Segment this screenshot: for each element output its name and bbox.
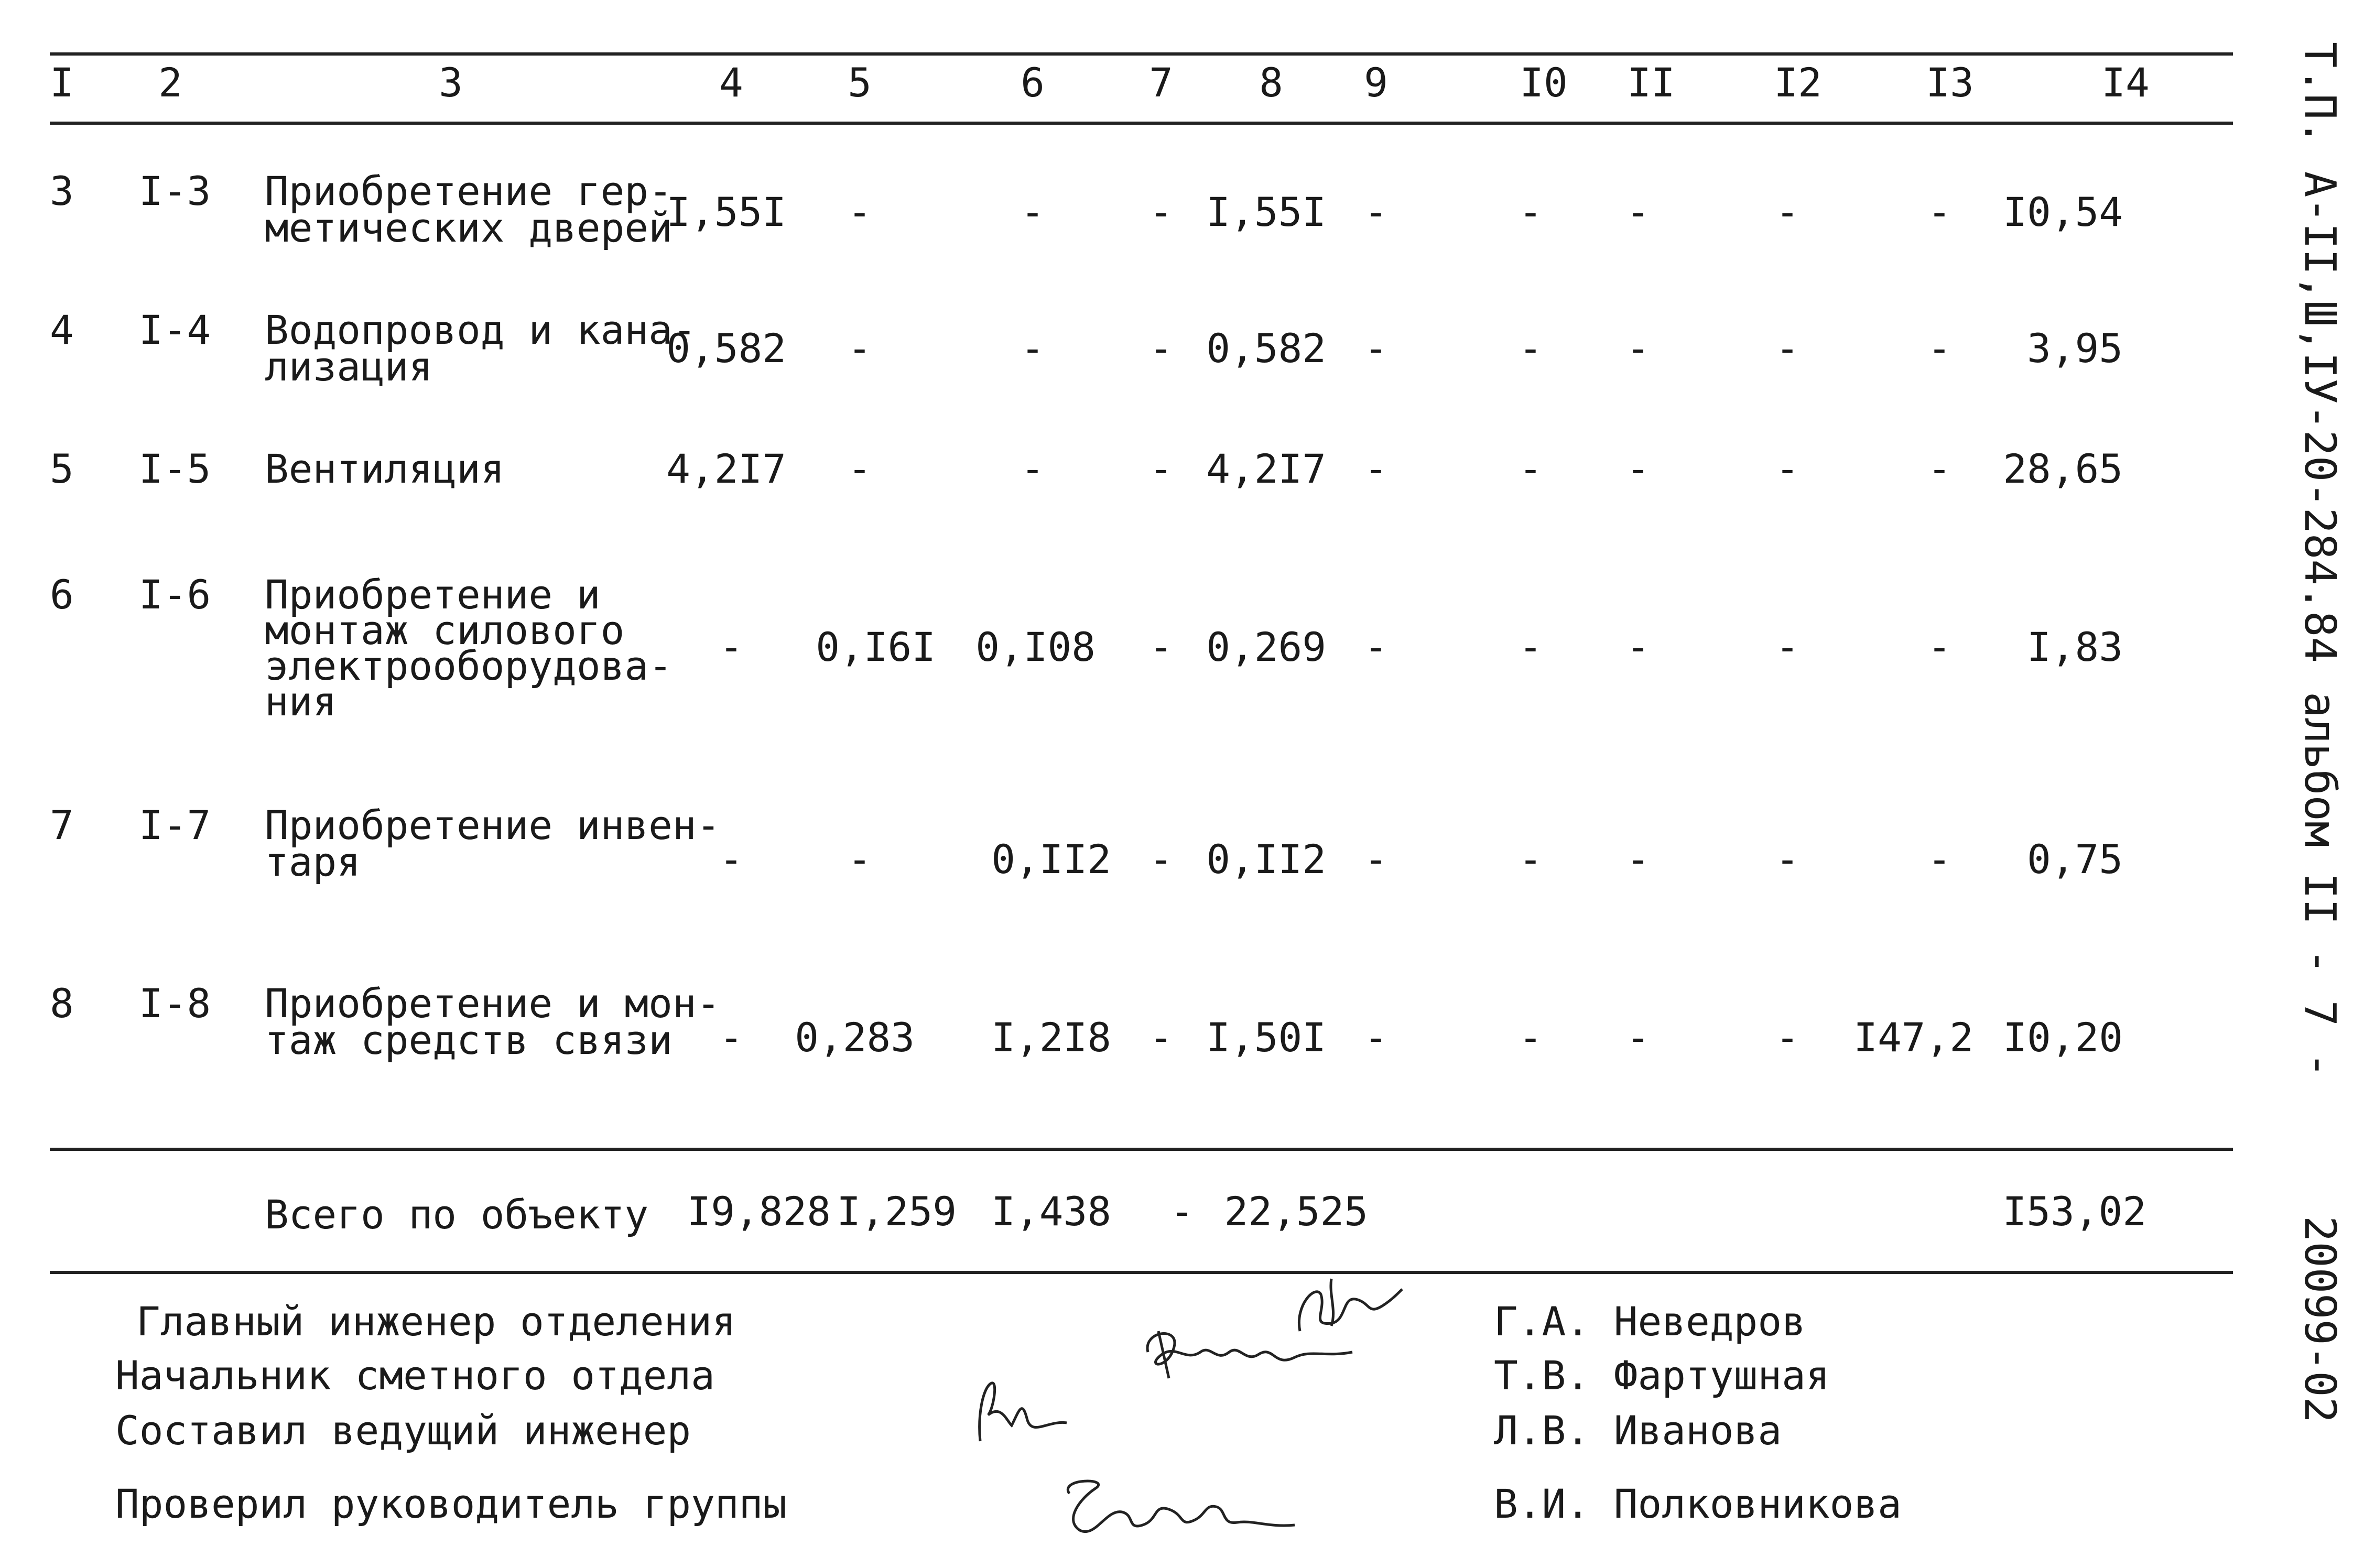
total-top-rule [50, 1148, 2233, 1151]
row-name-line: Приобретение и мон- [265, 980, 721, 1027]
header-col-4: 4 [719, 59, 743, 106]
row-col-12: - [1775, 325, 1799, 372]
signature-role: Проверил руководитель группы [115, 1480, 787, 1527]
row-name-line: лизация [265, 343, 433, 390]
row-col-7: - [1149, 445, 1173, 492]
row-col-4: I,55I [666, 189, 786, 235]
row-col-4: - [719, 624, 743, 670]
signature-name: В.И. Полковникова [1494, 1480, 1902, 1527]
row-number: 7 [50, 802, 74, 848]
total-col-8: 22,525 [1224, 1188, 1368, 1235]
row-col-9: - [1364, 1014, 1388, 1061]
page-number: - 7 - [2295, 949, 2345, 1078]
row-number: 8 [50, 980, 74, 1027]
header-col-9: 9 [1364, 59, 1388, 106]
row-name-line: таря [265, 839, 361, 885]
row-col-13: I47,2 [1853, 1014, 1974, 1061]
row-number: 4 [50, 307, 74, 353]
signature-name: Л.В. Иванова [1494, 1407, 1782, 1454]
row-col-5: - [848, 445, 872, 492]
row-col-11: - [1626, 445, 1650, 492]
row-col-5: 0,283 [795, 1014, 915, 1061]
row-col-6: 0,II2 [991, 836, 1111, 883]
handwritten-signature [1048, 1467, 1300, 1541]
row-col-8: 4,2I7 [1206, 445, 1326, 492]
row-col-7: - [1149, 624, 1173, 670]
handwritten-signature [1137, 1321, 1358, 1389]
row-col-12: - [1775, 445, 1799, 492]
row-col-11: - [1626, 325, 1650, 372]
row-col-11: - [1626, 836, 1650, 883]
row-name-line: таж средств связи [265, 1017, 673, 1063]
total-bottom-rule [50, 1271, 2233, 1274]
row-name-line: метических дверей [265, 204, 673, 251]
row-col-12: - [1775, 189, 1799, 235]
row-col-5: - [848, 189, 872, 235]
header-col-13: I3 [1926, 59, 1974, 106]
row-name-line: Приобретение инвен- [265, 802, 721, 848]
row-col-8: I,55I [1206, 189, 1326, 235]
row-number: 6 [50, 571, 74, 618]
header-bottom-rule [50, 122, 2233, 125]
row-col-10: - [1519, 445, 1543, 492]
album-label: альбом II [2295, 692, 2345, 925]
row-col-10: - [1519, 325, 1543, 372]
row-col-9: - [1364, 624, 1388, 670]
row-col-14: 3,95 [2026, 325, 2123, 372]
header-top-rule [50, 52, 2233, 56]
row-col-6: - [1021, 445, 1045, 492]
row-code: I-8 [139, 980, 211, 1027]
row-col-13: - [1927, 624, 1951, 670]
row-code: I-6 [139, 571, 211, 618]
row-col-11: - [1626, 1014, 1650, 1061]
row-col-8: 0,582 [1206, 325, 1326, 372]
document-code: Т.П. А-II,Ш,IУ-20-284.84 [2295, 42, 2345, 663]
row-code: I-3 [139, 168, 211, 214]
row-col-6: - [1021, 325, 1045, 372]
total-col-7: - [1170, 1188, 1194, 1235]
header-col-7: 7 [1149, 59, 1173, 106]
header-col-10: I0 [1520, 59, 1568, 106]
header-col-6: 6 [1021, 59, 1045, 106]
row-col-5: - [848, 325, 872, 372]
row-col-4: 0,582 [666, 325, 786, 372]
header-col-1: I [50, 59, 74, 106]
row-col-9: - [1364, 325, 1388, 372]
total-col-14: I53,02 [2002, 1188, 2146, 1235]
total-label: Всего по объекту [265, 1191, 649, 1238]
row-name-line: Приобретение и [265, 571, 601, 618]
row-col-10: - [1519, 1014, 1543, 1061]
row-col-12: - [1775, 1014, 1799, 1061]
row-col-14: I0,54 [2003, 189, 2123, 235]
row-col-7: - [1149, 325, 1173, 372]
row-col-12: - [1775, 836, 1799, 883]
header-col-5: 5 [848, 59, 872, 106]
row-col-13: - [1927, 325, 1951, 372]
row-col-9: - [1364, 189, 1388, 235]
header-col-11: II [1627, 59, 1675, 106]
row-name-line: Приобретение гер- [265, 168, 673, 214]
row-col-14: 28,65 [2003, 445, 2123, 492]
row-col-10: - [1519, 836, 1543, 883]
total-col-4: I9,828 [687, 1188, 831, 1235]
header-col-3: 3 [439, 59, 463, 106]
row-col-4: 4,2I7 [666, 445, 786, 492]
row-col-5: - [848, 836, 872, 883]
row-col-7: - [1149, 836, 1173, 883]
row-name-line: электрооборудова- [265, 643, 673, 689]
header-col-14: I4 [2101, 59, 2150, 106]
total-col-6: I,438 [991, 1188, 1111, 1235]
row-name-line: Вентиляция [265, 445, 505, 492]
total-col-5: I,259 [837, 1188, 957, 1235]
row-col-11: - [1626, 189, 1650, 235]
row-col-8: 0,II2 [1206, 836, 1326, 883]
signature-name: Т.В. Фартушная [1494, 1352, 1830, 1399]
header-col-8: 8 [1259, 59, 1283, 106]
row-col-12: - [1775, 624, 1799, 670]
row-col-13: - [1927, 189, 1951, 235]
row-code: I-7 [139, 802, 211, 848]
row-col-6: - [1021, 189, 1045, 235]
handwritten-signature [970, 1373, 1069, 1446]
signature-name: Г.А. Неведров [1494, 1298, 1806, 1345]
row-col-6: I,2I8 [991, 1014, 1111, 1061]
row-col-4: - [719, 836, 743, 883]
row-col-13: - [1927, 445, 1951, 492]
signature-role: Главный инженер отделения [136, 1298, 736, 1345]
row-col-14: I,83 [2026, 624, 2123, 670]
row-name-line: монтаж силового [265, 607, 625, 654]
row-col-4: - [719, 1014, 743, 1061]
header-col-12: I2 [1774, 59, 1822, 106]
row-code: I-5 [139, 445, 211, 492]
row-col-5: 0,I6I [816, 624, 936, 670]
row-col-14: 0,75 [2026, 836, 2123, 883]
row-col-7: - [1149, 1014, 1173, 1061]
header-col-2: 2 [158, 59, 182, 106]
row-number: 3 [50, 168, 74, 214]
row-col-8: I,50I [1206, 1014, 1326, 1061]
row-col-14: I0,20 [2003, 1014, 2123, 1061]
row-name-line: ния [265, 678, 337, 725]
row-col-11: - [1626, 624, 1650, 670]
row-col-6: 0,I08 [975, 624, 1096, 670]
row-number: 5 [50, 445, 74, 492]
row-col-10: - [1519, 624, 1543, 670]
signature-role: Составил ведущий инженер [115, 1407, 691, 1454]
row-col-13: - [1927, 836, 1951, 883]
signature-role: Начальник сметного отдела [115, 1352, 715, 1399]
row-col-8: 0,269 [1206, 624, 1326, 670]
row-name-line: Водопровод и кана- [265, 307, 697, 353]
sheet-number: 20099-02 [2295, 1216, 2345, 1423]
row-col-7: - [1149, 189, 1173, 235]
row-col-9: - [1364, 836, 1388, 883]
row-code: I-4 [139, 307, 211, 353]
row-col-9: - [1364, 445, 1388, 492]
row-col-10: - [1519, 189, 1543, 235]
